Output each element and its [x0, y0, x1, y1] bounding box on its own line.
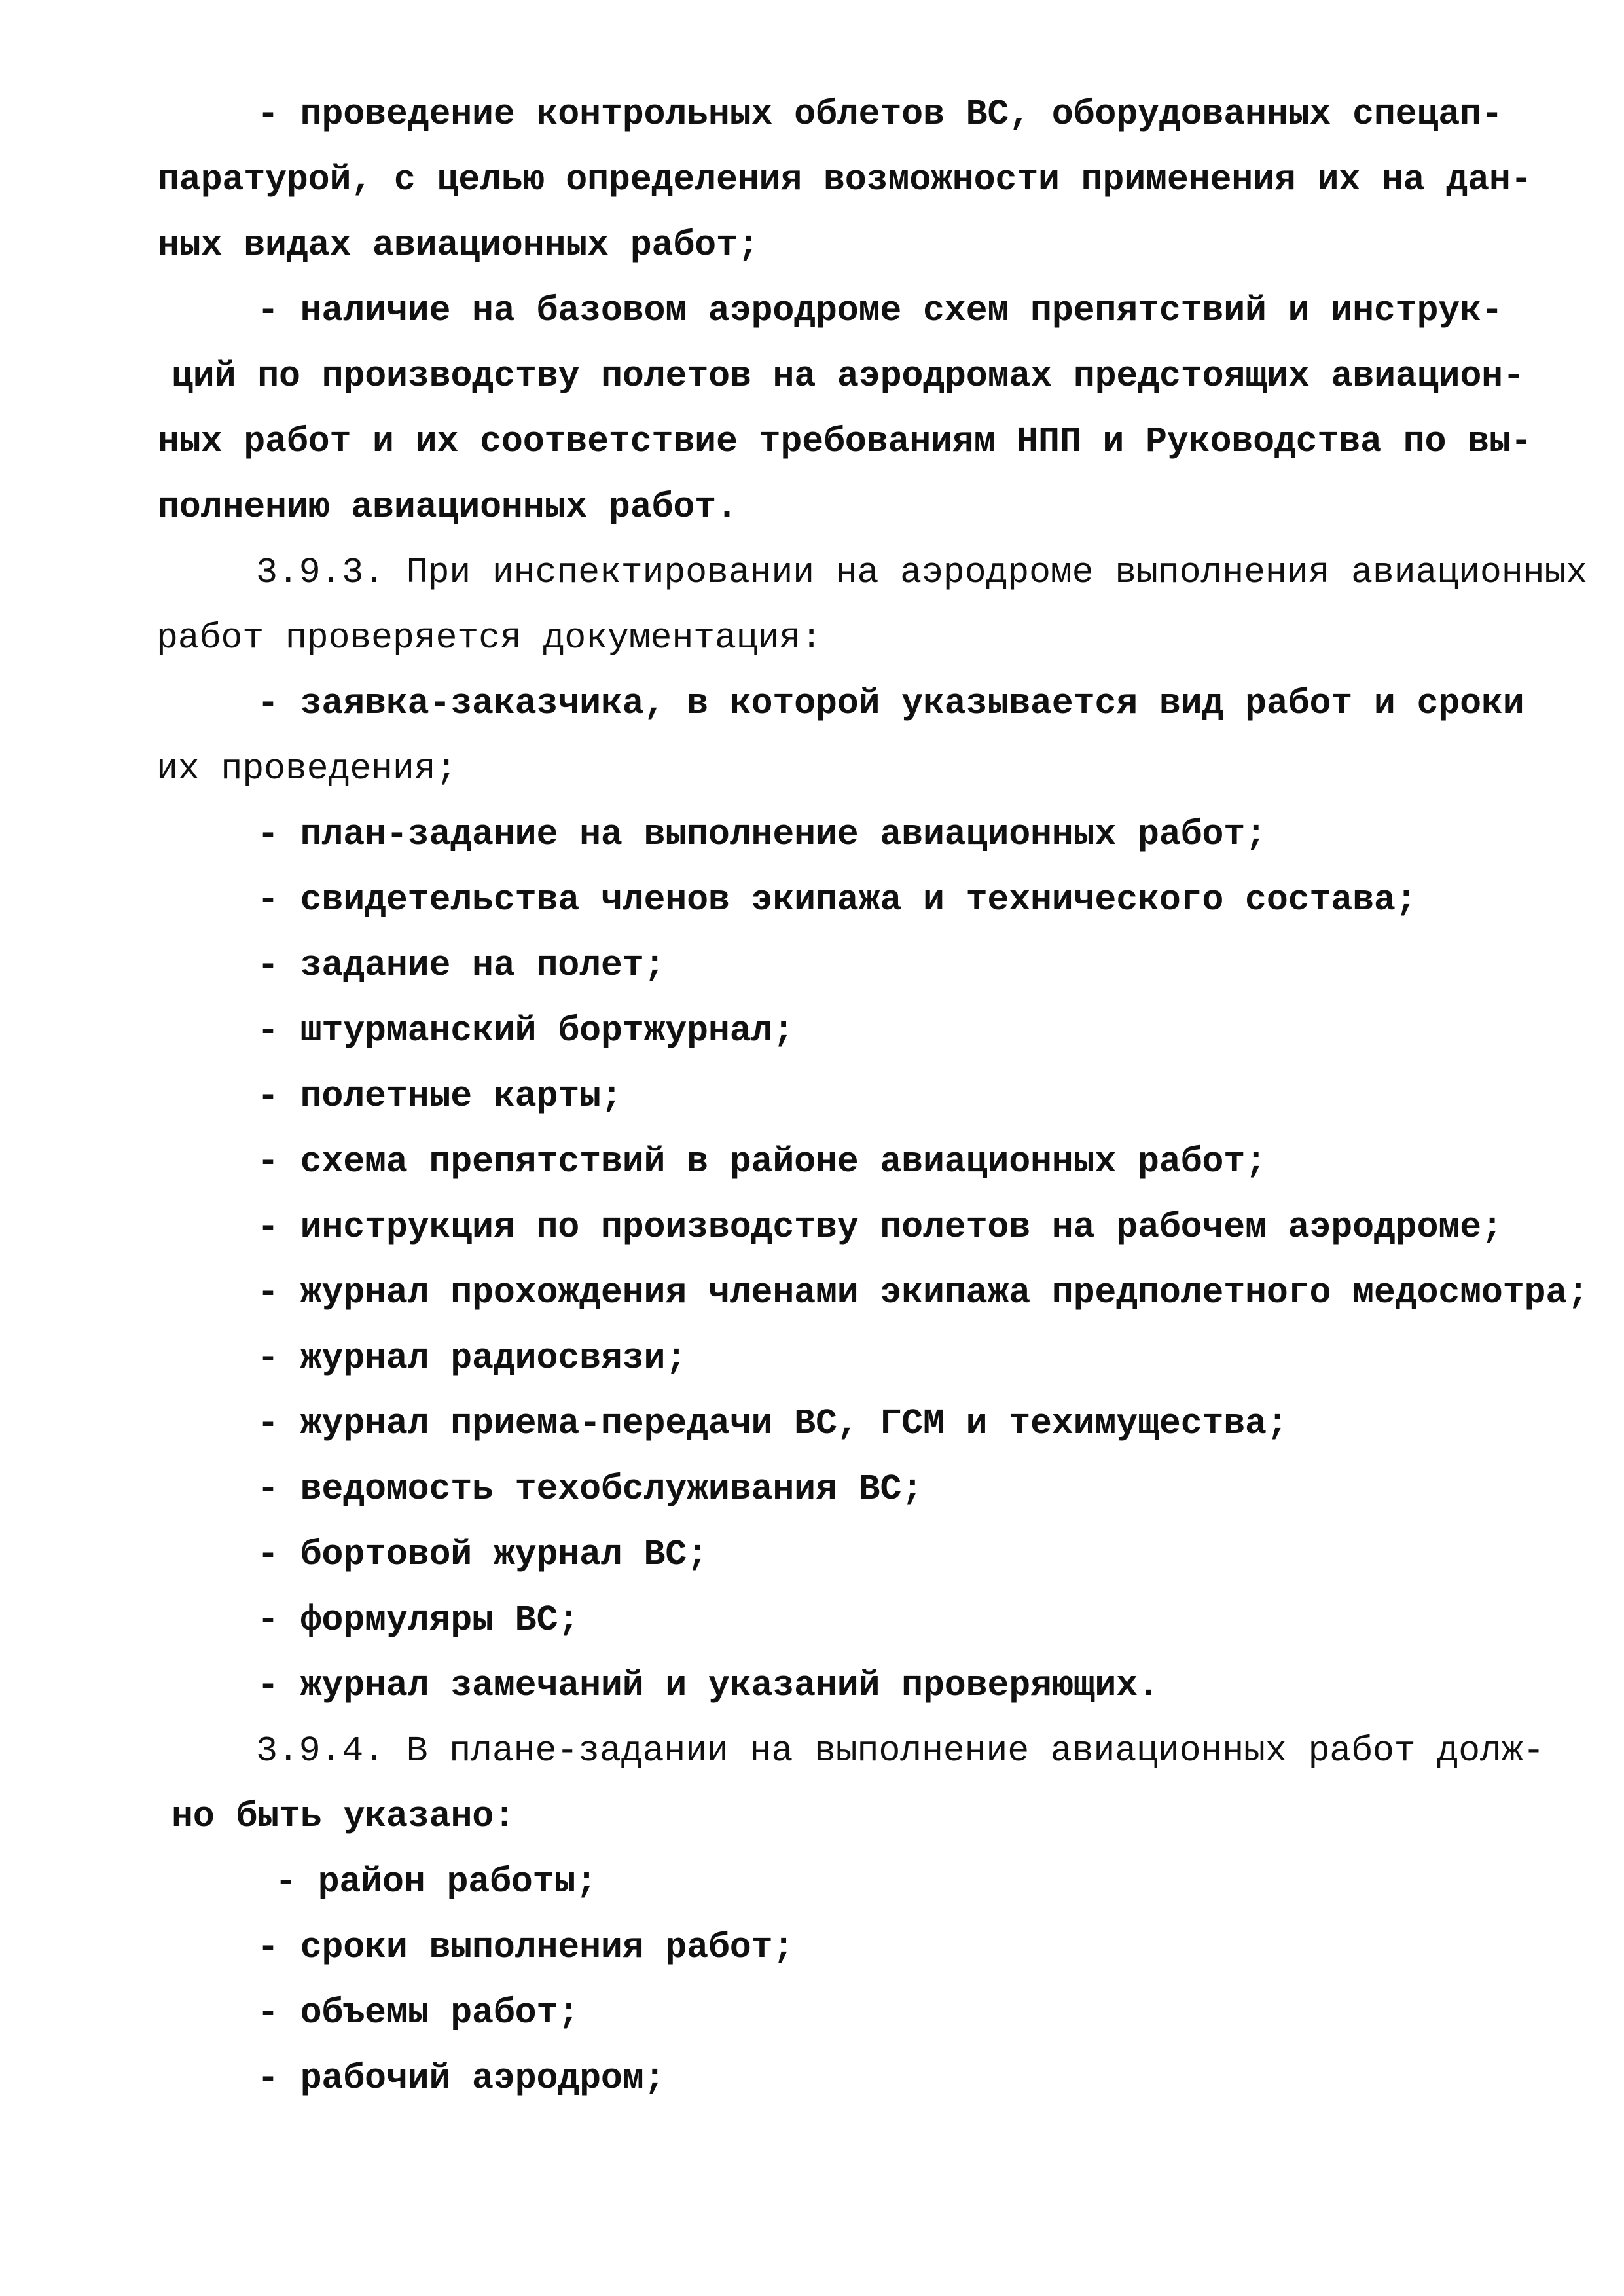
- list-item: - объемы работ;: [257, 1992, 580, 2033]
- list-item: - план-задание на выполнение авиационных работ;: [257, 814, 1267, 855]
- list-item: - заявка-заказчика, в которой указывается вид работ и сроки: [257, 683, 1525, 724]
- section-heading-3-9-4: 3.9.4. В плане-задании на выполнение авиационных работ долж-: [256, 1730, 1545, 1772]
- list-item: - инструкция по производству полетов на рабочем аэродроме;: [257, 1207, 1503, 1248]
- list-item: - свидетельства членов экипажа и технического состава;: [257, 879, 1417, 920]
- list-item: - район работы;: [275, 1861, 598, 1903]
- list-item: - схема препятствий в районе авиационных работ;: [257, 1141, 1267, 1182]
- list-item: - бортовой журнал ВС;: [257, 1534, 708, 1575]
- list-item: - рабочий аэродром;: [257, 2058, 666, 2099]
- text-line: полнению авиационных работ.: [158, 486, 738, 528]
- text-line: - проведение контрольных облетов ВС, оборудованных спецап-: [257, 94, 1503, 135]
- text-line: их проведения;: [156, 748, 458, 790]
- list-item: - полетные карты;: [257, 1076, 623, 1117]
- list-item: - журнал замечаний и указаний проверяющих.: [257, 1665, 1159, 1706]
- list-item: - сроки выполнения работ;: [257, 1927, 795, 1968]
- list-item: - задание на полет;: [257, 945, 666, 986]
- text-line: паратурой, с целью определения возможности применения их на дан-: [158, 159, 1532, 200]
- text-line: работ проверяется документация:: [156, 617, 822, 659]
- list-item: - журнал радиосвязи;: [257, 1338, 687, 1379]
- list-item: - формуляры ВС;: [257, 1599, 580, 1641]
- text-line: ных работ и их соответствие требованиям НПП и Руководства по вы-: [158, 421, 1532, 462]
- list-item: - штурманский бортжурнал;: [257, 1010, 795, 1051]
- text-line: ций по производству полетов на аэродромах предстоящих авиацион-: [171, 355, 1525, 397]
- text-line: - наличие на базовом аэродроме схем препятствий и инструк-: [257, 290, 1503, 331]
- list-item: - журнал прохождения членами экипажа предполетного медосмотра;: [257, 1272, 1589, 1313]
- list-item: - ведомость техобслуживания ВС;: [257, 1468, 923, 1510]
- section-heading-3-9-3: 3.9.3. При инспектировании на аэродроме выполнения авиационных: [256, 552, 1587, 593]
- list-item: - журнал приема-передачи ВС, ГСМ и техимущества;: [257, 1403, 1288, 1444]
- text-line: ных видах авиационных работ;: [158, 225, 759, 266]
- text-line: но быть указано:: [171, 1796, 515, 1837]
